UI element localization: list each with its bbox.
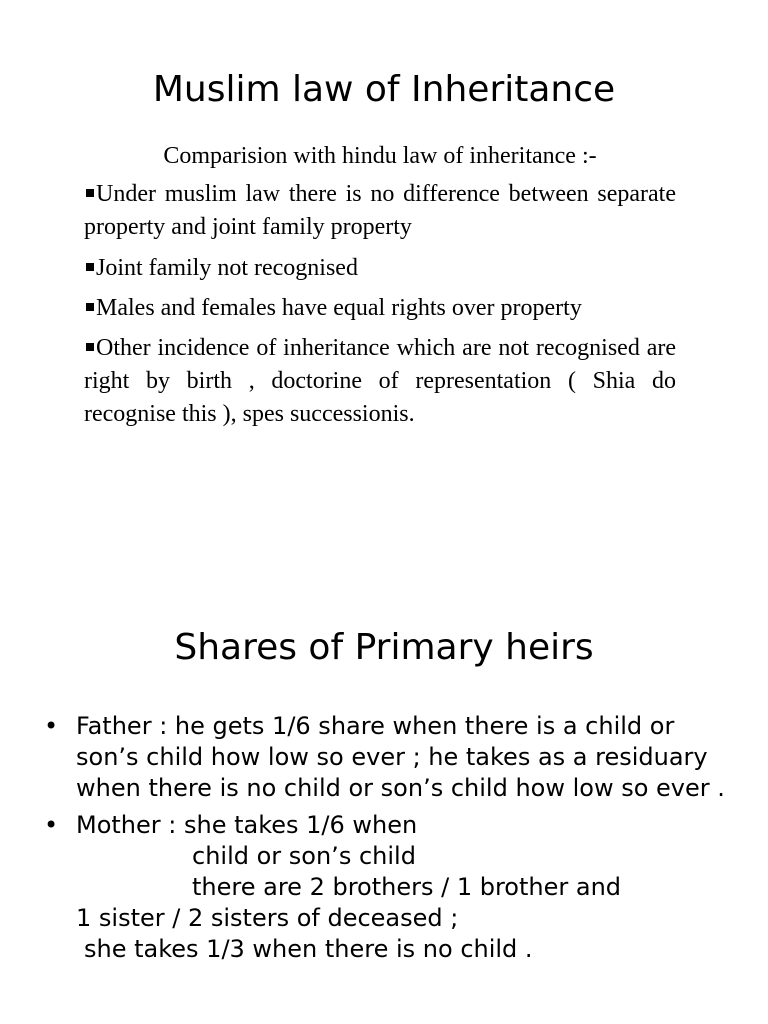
bullet-dot-icon: •: [44, 811, 59, 839]
heirs-list: [44, 711, 734, 971]
mother-share-line: she takes 1/3 when there is no child .: [84, 935, 533, 963]
list-item: [84, 332, 676, 431]
list-item: [44, 810, 734, 965]
list-item-text: Under muslim law there is no difference between separate property and joint family property: [84, 181, 676, 240]
section-title: Shares of Primary heirs: [174, 627, 594, 668]
list-item-text: Joint family not recognised: [96, 255, 358, 281]
mother-share-line: Mother : she takes 1/6 when: [76, 811, 418, 839]
bullet-dot-icon: •: [44, 712, 59, 740]
square-bullet-icon: [86, 303, 94, 311]
mother-share-line: there are 2 brothers / 1 brother and: [192, 873, 622, 901]
square-bullet-icon: [86, 189, 94, 197]
list-item-text: Males and females have equal rights over property: [96, 295, 582, 321]
mother-share-line: 1 sister / 2 sisters of deceased ;: [76, 904, 459, 932]
list-item: [44, 711, 734, 804]
list-item-text: Other incidence of inheritance which are not recognised are right by birth , doctorine of representation ( Shia do recognise this ), spes successionis.: [84, 335, 676, 427]
mother-share-line: child or son’s child: [192, 842, 416, 870]
page-title: Muslim law of Inheritance: [152, 69, 616, 110]
list-item: [84, 252, 676, 285]
section-subtitle: Comparision with hindu law of inheritance :-: [163, 143, 597, 169]
square-bullet-icon: [86, 263, 94, 271]
square-bullet-icon: [86, 343, 94, 351]
list-item: [84, 178, 676, 244]
list-item: [84, 292, 676, 325]
father-share-text: Father : he gets 1/6 share when there is a child or son’s child how low so ever ; he takes as a residuary when there is no child or son’s child how low so ever .: [76, 712, 725, 802]
